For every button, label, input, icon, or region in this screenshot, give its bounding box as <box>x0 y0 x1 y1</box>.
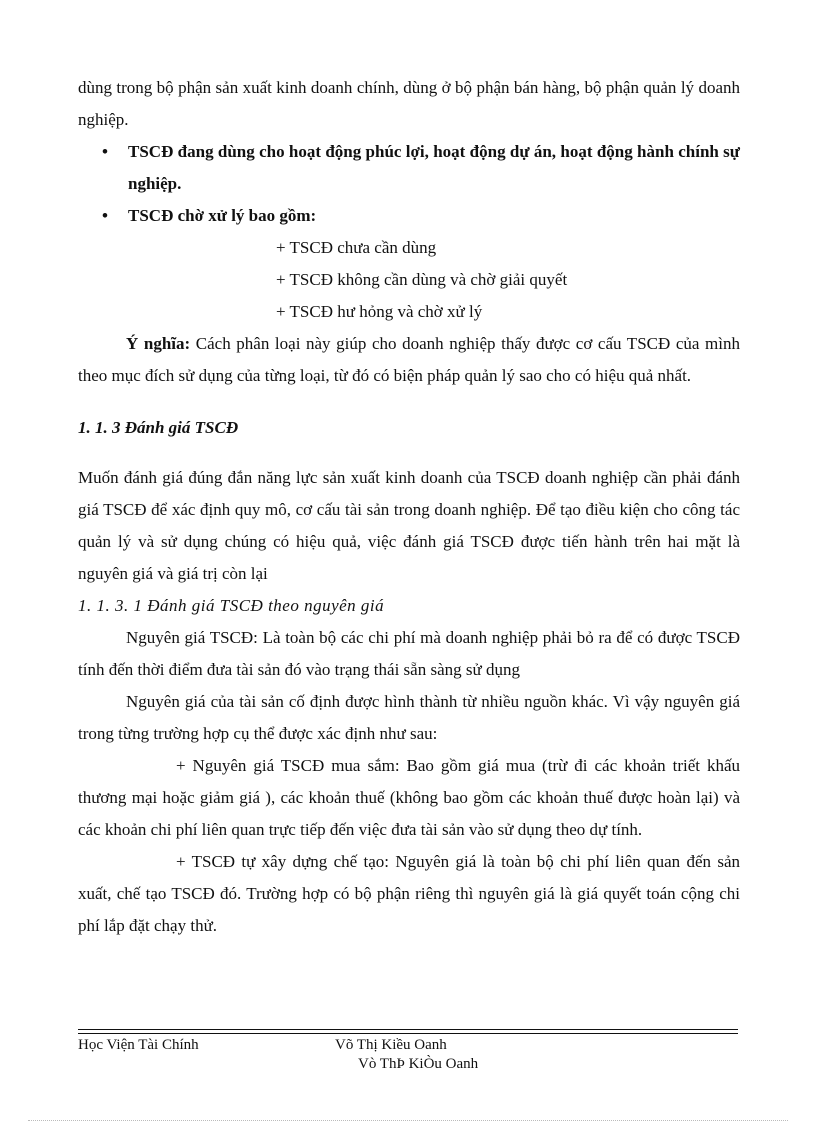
sub-item-not-needed-yet: + TSCĐ chưa cần dùng <box>276 238 437 257</box>
paragraph-intro: dùng trong bộ phận sản xuất kinh doanh chính, dùng ở bộ phận bán hàng, bộ phận quản lý doanh nghiệp. <box>78 78 740 129</box>
footer-divider-double <box>78 1033 738 1034</box>
section-heading: 1. 1. 3 Đánh giá TSCĐ <box>78 418 239 437</box>
paragraph-meaning <box>78 328 740 392</box>
bullet-text: TSCĐ đang dùng cho hoạt động phúc lợi, hoạt động dự án, hoạt động hành chính sự nghiệp. <box>128 142 740 193</box>
paragraph-evaluation: Muốn đánh giá đúng đắn năng lực sản xuất kinh doanh của TSCĐ doanh nghiệp cần phải đánh giá TSCĐ để xác định quy mô, cơ cấu tài sản trong doanh nghiệp. Để tạo điều kiện cho công tác quản lý và sử dụng chúng có hiệu quả, việc đánh giá TSCĐ được tiến hành trên hai mặt là nguyên giá và giá trị còn lại <box>78 468 740 583</box>
paragraph-original-cost: Nguyên giá TSCĐ: Là toàn bộ các chi phí mà doanh nghiệp phải bỏ ra để có được TSCĐ tính đến thời điểm đưa tài sản đó vào trạng thái sẵn sàng sử dụng <box>78 628 740 679</box>
paragraph-purchased: + Nguyên giá TSCĐ mua sắm: Bao gồm giá mua (trừ đi các khoản triết khấu thương mại hoặc giảm giá ), các khoản thuế (không bao gồm các khoản thuế được hoàn lại) và các khoản chi phí liên quan trực tiếp đến việc đưa tài sản vào sử dụng theo dự tính. <box>78 756 740 839</box>
subsection-heading: 1. 1. 3. 1 Đánh giá TSCĐ theo nguyên giá <box>78 596 385 615</box>
bullet-item-pending <box>78 200 740 232</box>
footer-institution: Học Viện Tài Chính <box>78 1037 199 1053</box>
bullet-text: TSCĐ chờ xử lý bao gồm: <box>128 206 317 225</box>
meaning-label: Ý nghĩa: <box>126 334 191 353</box>
paragraph-self-built: + TSCĐ tự xây dựng chế tạo: Nguyên giá là toàn bộ chi phí liên quan đến sản xuất, chế tạo TSCĐ đó. Trường hợp có bộ phận riêng thì nguyên giá là giá quyết toán cộng chi phí lắp đặt chạy thử. <box>78 852 740 935</box>
bullet-icon: • <box>102 142 108 161</box>
bullet-icon: • <box>102 206 108 225</box>
paragraph-sources: Nguyên giá của tài sản cố định được hình thành từ nhiều nguồn khác. Vì vậy nguyên giá trong từng trường hợp cụ thể được xác định như sau: <box>78 692 740 743</box>
footer-divider <box>78 1029 738 1030</box>
footer-author: Võ Thị Kiều Oanh <box>335 1037 447 1053</box>
sub-item-not-needed: + TSCĐ không cần dùng và chờ giải quyết <box>276 270 568 289</box>
footer-author-garbled: Vò ThÞ KiÒu Oanh <box>358 1056 479 1072</box>
meaning-text: Cách phân loại này giúp cho doanh nghiệp thấy được cơ cấu TSCĐ của mình theo mục đích sử dụng của từng loại, từ đó có biện pháp quản lý sao cho có hiệu quả nhất. <box>78 334 740 385</box>
bullet-item-welfare <box>78 136 740 200</box>
sub-item-damaged: + TSCĐ hư hỏng và chờ xử lý <box>276 302 483 321</box>
page-bottom-edge <box>28 1120 788 1121</box>
document-body <box>78 72 740 942</box>
